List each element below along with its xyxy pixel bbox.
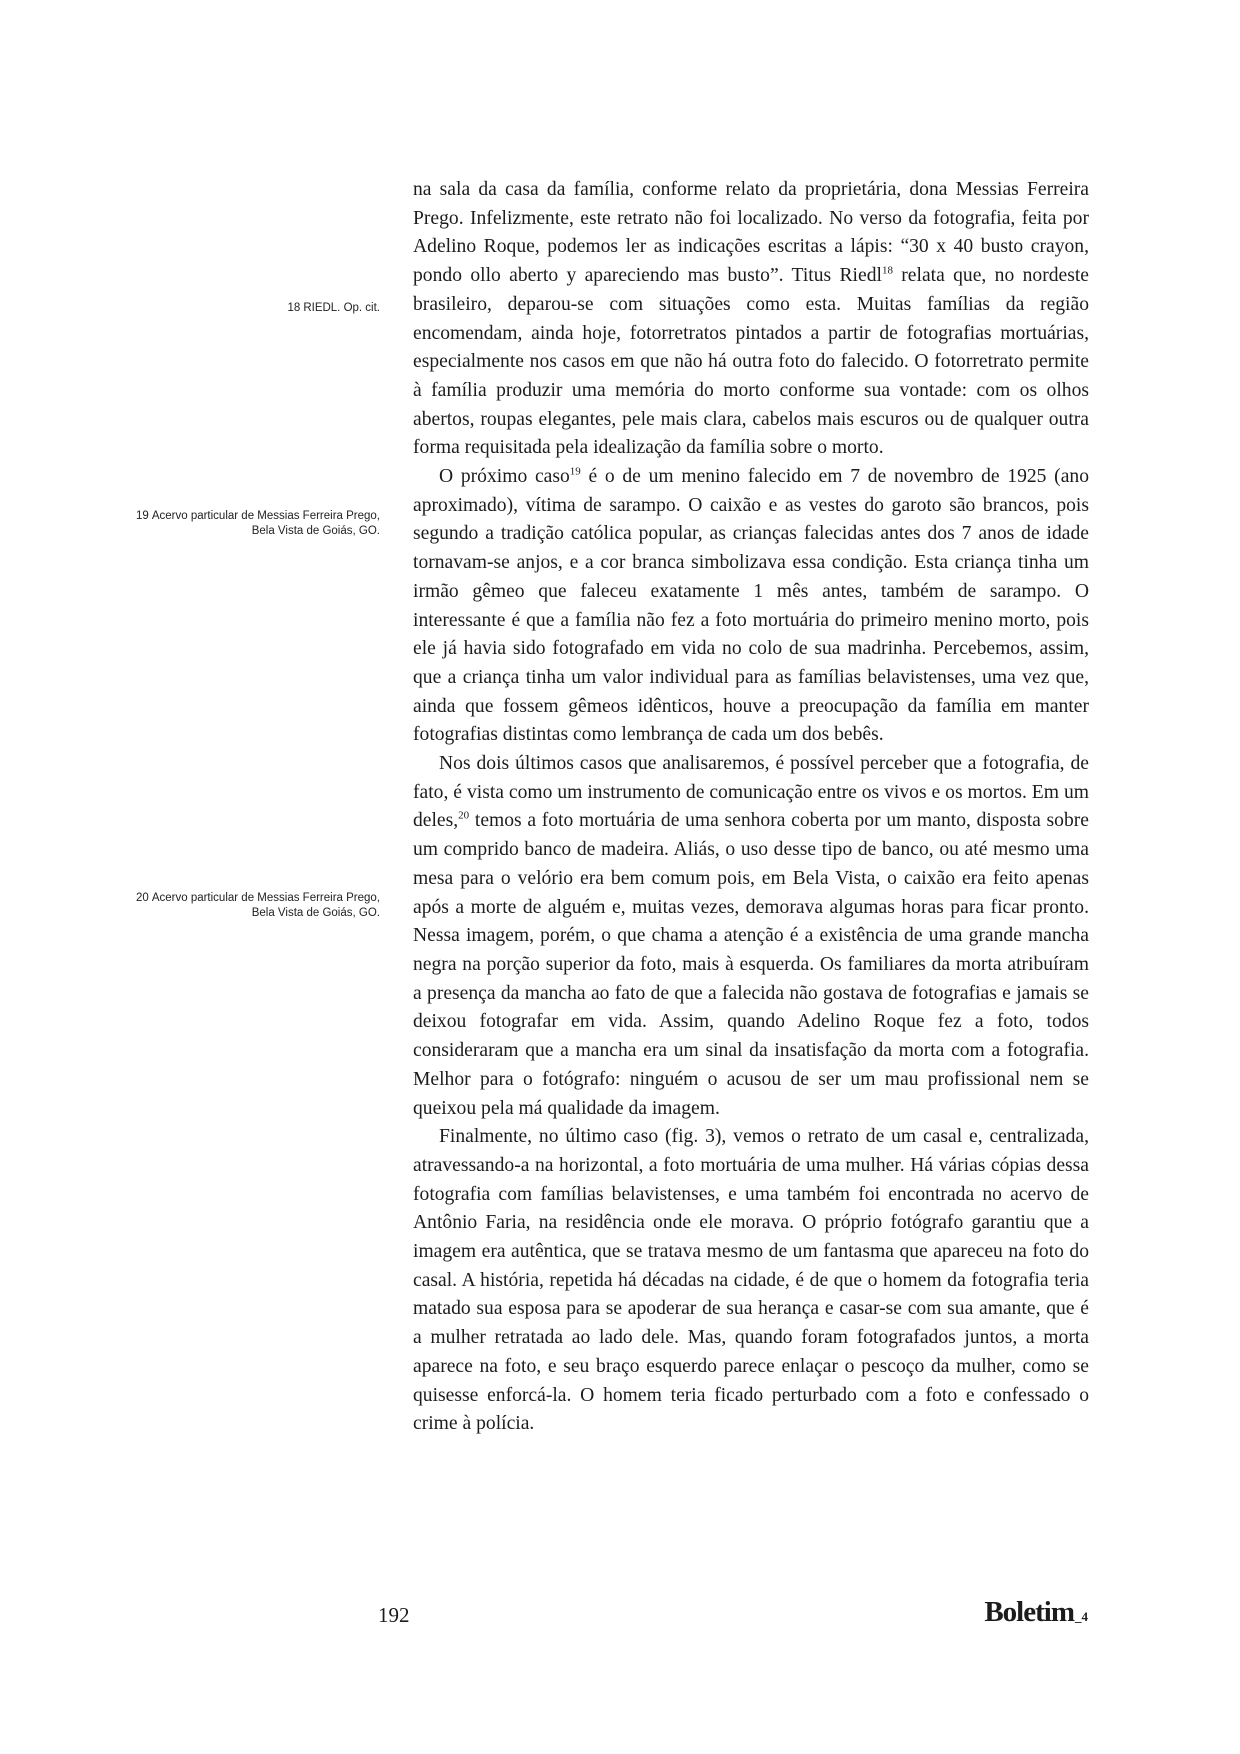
footnote-ref-19[interactable]: 19 — [569, 465, 581, 478]
paragraph-2: O próximo caso$^{19}$ é o de um menino falecido em 7 de novembro de 1925 (ano aproximado), vítima de sarampo. O caixão e as vestes do garoto são brancos, pois segundo a tradição católica popular, as crianças falecidas antes dos 7 anos de idade tornavam-se anjos, e a cor branca simbolizava essa condição. Esta criança tinha um irmão gêmeo que faleceu exatamente 1 mês antes, também de sarampo. O interessante é que a família não fez a foto mortuária do primeiro menino morto, pois ele já havia sido fotografado em vida no colo de sua madrinha. Percebemos, assim, que a criança tinha um valor individual para as famílias belavistenses, uma vez que, ainda que fossem gêmeos idênticos, houve a preocupação da família em manter fotografias distintas como lembrança de cada um dos bebês. — [413, 465, 1089, 746]
sidenote-number: 18 — [287, 302, 301, 314]
sidenote-text: Acervo particular de Messias Ferreira Prego, Bela Vista de Goiás, GO. — [151, 510, 380, 537]
footnote-ref-20[interactable]: 20 — [458, 809, 470, 822]
sidenote-number: 20 — [136, 892, 149, 904]
sidenote-text: Acervo particular de Messias Ferreira Prego, Bela Vista de Goiás, GO. — [151, 892, 380, 919]
body-text — [413, 176, 1089, 1439]
brand-logo — [984, 1596, 1088, 1629]
brand-name: Boletim — [984, 1596, 1074, 1628]
sidenote-18 — [120, 301, 380, 316]
sidenote-20 — [120, 891, 380, 921]
paragraph-3: Nos dois últimos casos que analisaremos, é possível perceber que a fotografia, de fato, é vista como um instrumento de comunicação entre os vivos e os mortos. Em um deles,$^{20}$ temos a foto mortuária de uma senhora coberta por um manto, disposta sobre um comprido banco de madeira. Aliás, o uso desse tipo de banco, ou até mesmo uma mesa para o velório era bem comum pois, em Bela Vista, o caixão era feito apenas após a morte de alguém e, muitas vezes, demorava algumas horas para ficar pronto. Nessa imagem, porém, o que chama a atenção é a existência de uma grande mancha negra na porção superior da foto, mais à esquerda. Os familiares da morta atribuíram a presença da mancha ao fato de que a falecida não gostava de fotografias e jamais se deixou fotografar em vida. Assim, quando Adelino Roque fez a foto, todos consideraram que a mancha era um sinal da insatisfação da morta com a fotografia. Melhor para o fotógrafo: ninguém o acusou de ser um mau profissional nem se queixou pela má qualidade da imagem. — [413, 753, 1089, 1119]
sidenote-19 — [120, 509, 380, 539]
paragraph-1: na sala da casa da família, conforme relato da proprietária, dona Messias Ferreira Prego. Infelizmente, este retrato não foi localizado. No verso da fotografia, feita por Adelino Roque, podemos ler as indicações escritas a lápis: “30 x 40 busto crayon, pondo ollo aberto y apareciendo mas busto”. Titus Riedl$^{18}$ relata que, no nordeste brasileiro, deparou-se com situações como esta. Muitas famílias da região encomendam, ainda hoje, fotorretratos pintados a partir de fotografias mortuárias, especialmente nos casos em que não há outra foto do falecido. O fotorretrato permite à família produzir uma memória do morto conforme sua vontade: com os olhos abertos, roupas elegantes, pele mais clara, cabelos mais escuros ou de qualquer outra forma requisitada pela idealização da família sobre o morto. — [413, 179, 1089, 459]
footnote-ref-18[interactable]: 18 — [881, 264, 893, 277]
sidenote-number: 19 — [136, 510, 149, 522]
page-number: 192 — [378, 1603, 410, 1627]
sidenote-text: RIEDL. Op. cit. — [303, 302, 380, 314]
brand-suffix: _4 — [1075, 1609, 1088, 1624]
paragraph-4: Finalmente, no último caso (fig. 3), vemos o retrato de um casal e, centralizada, atravessando-a na horizontal, a foto mortuária de uma mulher. Há várias cópias dessa fotografia com famílias belavistenses, e uma também foi encontrada no acervo de Antônio Faria, na residência onde ele morava. O próprio fotógrafo garantiu que a imagem era autêntica, que se tratava mesmo de um fantasma que apareceu na foto do casal. A história, repetida há décadas na cidade, é de que o homem da fotografia teria matado sua esposa para se apoderar de sua herança e casar-se com sua amante, que é a mulher retratada ao lado dele. Mas, quando foram fotografados juntos, a morta aparece na foto, e seu braço esquerdo parece enlaçar o pescoço da mulher, como se quisesse enforcá-la. O homem teria ficado perturbado com a foto e confessado o crime à polícia. — [413, 1126, 1089, 1435]
